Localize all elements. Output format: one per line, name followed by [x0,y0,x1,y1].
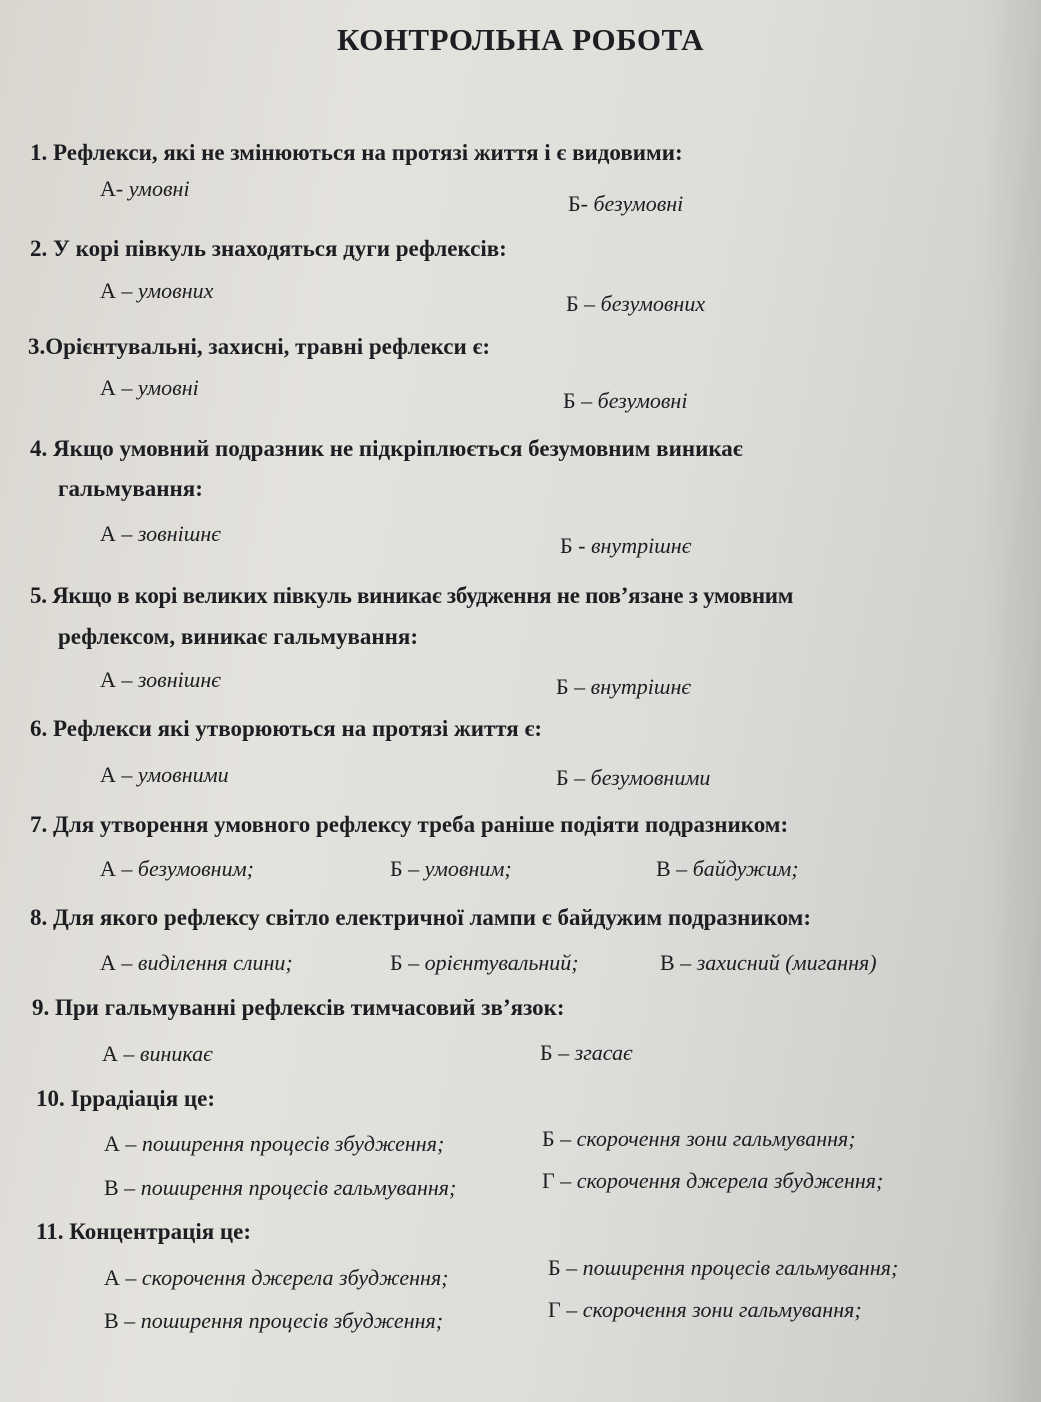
question-7-option-b [390,856,512,882]
question-9-text: 9. При гальмуванні рефлексів тимчасовий зв’язок: [32,995,565,1020]
option-letter: А- [100,176,124,201]
option-text: безумовні [593,191,684,216]
option-letter: А – [100,856,133,881]
option-letter: А – [100,375,133,400]
question-8-option-b [390,950,579,976]
option-text: безумовними [590,765,711,790]
option-letter: Б- [568,191,588,216]
question-3-option-a [100,375,199,401]
question-2-option-b [566,291,705,317]
question-2-text: 2. У корі півкуль знаходяться дуги рефлексів: [30,236,507,261]
option-letter: В – [104,1175,136,1200]
option-text: внутрішнє [590,674,691,699]
option-text: скорочення джерела збудження; [576,1168,884,1193]
question-8-text: 8. Для якого рефлексу світло електричної лампи є байдужим подразником: [30,905,812,930]
option-text: скорочення джерела збудження; [141,1265,449,1290]
page-shadow [981,0,1041,1402]
option-letter: А – [100,278,133,303]
option-text: умовним; [424,856,512,881]
option-letter: А – [100,950,133,975]
question-9-option-a [102,1041,213,1067]
option-letter: Г – [548,1297,578,1322]
question-11-text: 11. Концентрація це: [36,1219,252,1244]
question-7-option-a [100,856,254,882]
question-6-text: 6. Рефлекси які утворюються на протязі життя є: [30,716,543,741]
option-letter: Б – [542,1126,572,1151]
question-11-option-a [104,1265,449,1291]
question-10-option-b [542,1126,856,1152]
question-7-text: 7. Для утворення умовного рефлексу треба раніше подіяти подразником: [30,812,789,837]
option-text: виділення слини; [137,950,293,975]
option-text: умовними [137,762,229,787]
option-letter: Б – [390,856,420,881]
option-letter: Б – [556,765,586,790]
option-letter: А – [102,1041,135,1066]
option-text: безумовні [597,388,688,413]
question-6-option-b [556,765,710,791]
question-5-text-cont: рефлексом, виникає гальмування: [58,624,419,649]
question-3-text: 3.Орієнтувальні, захисні, травні рефлекси є: [28,334,491,359]
question-11-option-c [104,1308,443,1334]
option-text: безумовних [600,291,706,316]
question-4-text-cont: гальмування: [58,476,203,501]
option-text: поширення процесів збудження; [140,1308,444,1333]
question-11-option-b [548,1255,898,1281]
option-text: безумовним; [137,856,254,881]
option-text: орієнтувальний; [424,950,579,975]
question-7-option-c [656,856,799,882]
option-text: захисний (мигання) [696,950,877,975]
option-text: байдужим; [692,856,799,881]
option-text: поширення процесів гальмування; [140,1175,457,1200]
question-5-text: 5. Якщо в корі великих півкуль виникає збудження не пов’язане з умовним [30,583,794,608]
option-text: згасає [574,1040,633,1065]
option-letter: Г – [542,1168,572,1193]
option-text: виникає [139,1041,213,1066]
option-text: умовні [128,176,190,201]
question-10-text: 10. Іррадіація це: [36,1086,216,1111]
option-letter: А – [100,521,133,546]
page-title: КОНТРОЛЬНА РОБОТА [336,22,705,57]
question-5-option-b [556,674,691,700]
question-6-option-a [100,762,229,788]
option-letter: Б – [390,950,420,975]
question-11-option-d [548,1297,862,1323]
option-text: внутрішнє [590,533,692,558]
option-text: зовнішнє [137,521,221,546]
question-8-option-a [100,950,293,976]
question-3-option-b [563,388,687,414]
question-4-option-b [560,533,691,559]
option-letter: В – [104,1308,136,1333]
question-10-option-d [542,1168,883,1194]
question-1-option-a [100,176,190,202]
option-letter: Б – [566,291,596,316]
question-10-option-a [104,1131,444,1157]
option-letter: А – [100,667,133,692]
option-letter: А – [104,1265,137,1290]
option-letter: Б – [556,674,586,699]
question-10-option-c [104,1175,456,1201]
option-text: скорочення зони гальмування; [582,1297,862,1322]
option-text: скорочення зони гальмування; [576,1126,856,1151]
option-text: умовних [137,278,214,303]
option-letter: Б – [548,1255,578,1280]
question-1-option-b [568,191,683,217]
option-letter: Б – [563,388,593,413]
question-9-option-b [540,1040,633,1066]
question-4-option-a [100,521,221,547]
option-text: поширення процесів гальмування; [582,1255,899,1280]
option-letter: А – [100,762,133,787]
option-letter: В – [660,950,692,975]
option-letter: А – [104,1131,137,1156]
question-8-option-c [660,950,877,976]
option-letter: Б - [560,533,586,558]
question-5-option-a [100,667,221,693]
option-letter: В – [656,856,688,881]
question-2-option-a [100,278,213,304]
option-letter: Б – [540,1040,570,1065]
question-4-text: 4. Якщо умовний подразник не підкріплюється безумовним виникає [30,436,743,461]
question-1-text: 1. Рефлекси, які не змінюються на протязі життя і є видовими: [30,140,683,165]
option-text: зовнішнє [137,667,221,692]
option-text: умовні [137,375,199,400]
option-text: поширення процесів збудження; [141,1131,445,1156]
